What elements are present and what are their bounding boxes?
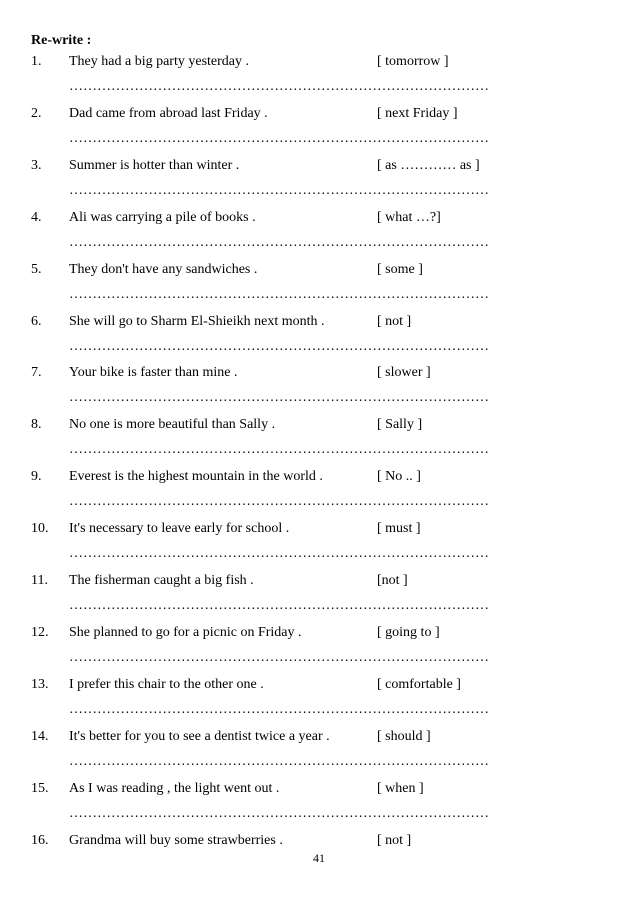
item-sentence: Summer is hotter than winter .: [69, 157, 240, 173]
page-number: 41: [313, 851, 325, 865]
item-sentence: Ali was carrying a pile of books .: [69, 209, 256, 225]
exercise-item: [0, 157, 638, 209]
item-number: 15.: [31, 780, 49, 796]
item-number: 8.: [31, 417, 42, 433]
item-sentence: As I was reading , the light went out .: [69, 780, 280, 796]
item-cue: [ Sally ]: [377, 417, 423, 433]
exercise-item: [0, 53, 638, 105]
item-number: 1.: [31, 54, 42, 69]
answer-line[interactable]: ………………………………………………………………………………: [69, 286, 489, 302]
item-number: 12.: [31, 624, 49, 640]
exercise-item: [0, 209, 638, 261]
answer-line[interactable]: ………………………………………………………………………………: [69, 79, 489, 94]
item-cue: [ No .. ]: [377, 469, 421, 485]
item-number: 6.: [31, 313, 42, 329]
item-cue: [ comfortable ]: [377, 676, 461, 692]
item-number: 5.: [31, 261, 42, 277]
item-cue: [ what …?]: [377, 209, 441, 225]
answer-line[interactable]: ………………………………………………………………………………: [69, 753, 489, 769]
answer-line[interactable]: ………………………………………………………………………………: [69, 338, 489, 354]
item-number: 9.: [31, 469, 42, 485]
item-sentence: Your bike is faster than mine .: [69, 365, 238, 381]
answer-line[interactable]: ………………………………………………………………………………: [69, 182, 489, 198]
answer-line[interactable]: ………………………………………………………………………………: [69, 701, 489, 717]
item-number: 3.: [31, 157, 42, 173]
answer-line[interactable]: ………………………………………………………………………………: [69, 598, 489, 613]
item-cue: [ not ]: [377, 313, 412, 329]
item-sentence: Dad came from abroad last Friday .: [69, 105, 268, 121]
answer-line[interactable]: ………………………………………………………………………………: [69, 805, 489, 821]
answer-line[interactable]: ………………………………………………………………………………: [69, 649, 489, 665]
item-sentence: They had a big party yesterday .: [69, 54, 249, 69]
item-sentence: Everest is the highest mountain in the world .: [69, 469, 323, 485]
item-cue: [ slower ]: [377, 365, 431, 381]
exercise-item: [0, 313, 638, 365]
item-cue: [ as ………… as ]: [377, 157, 480, 173]
item-sentence: It's necessary to leave early for school .: [69, 521, 290, 537]
item-cue: [ when ]: [377, 780, 424, 796]
item-number: 10.: [31, 521, 49, 537]
exercise-item: [0, 624, 638, 676]
item-sentence: She will go to Sharm El-Shieikh next month .: [69, 313, 325, 329]
item-number: 16.: [31, 832, 49, 848]
exercise-item: [0, 780, 638, 832]
answer-line[interactable]: ………………………………………………………………………………: [69, 546, 489, 562]
exercise-item: [0, 261, 638, 313]
answer-line[interactable]: ………………………………………………………………………………: [69, 442, 489, 458]
item-cue: [ going to ]: [377, 624, 440, 640]
answer-line[interactable]: ………………………………………………………………………………: [69, 130, 489, 146]
item-sentence: The fisherman caught a big fish .: [69, 573, 254, 588]
item-cue: [ not ]: [377, 832, 412, 848]
exercise-item: [0, 364, 638, 416]
item-sentence: She planned to go for a picnic on Friday .: [69, 624, 302, 640]
exercise-item: [0, 676, 638, 728]
item-number: 4.: [31, 209, 42, 225]
exercise-item: [0, 728, 638, 780]
item-sentence: No one is more beautiful than Sally .: [69, 417, 276, 433]
item-cue: [ should ]: [377, 728, 431, 744]
exercise-item: [0, 468, 638, 520]
exercise-item: [0, 520, 638, 572]
item-sentence: They don't have any sandwiches .: [69, 261, 258, 277]
item-sentence: It's better for you to see a dentist twice a year .: [69, 728, 330, 744]
exercise-item: [0, 416, 638, 468]
item-number: 14.: [31, 728, 49, 744]
item-cue: [ some ]: [377, 261, 423, 277]
item-number: 11.: [31, 573, 48, 588]
item-sentence: I prefer this chair to the other one .: [69, 676, 264, 692]
item-cue: [ next Friday ]: [377, 105, 458, 121]
exercise-item: [0, 572, 638, 624]
item-number: 2.: [31, 105, 42, 121]
item-cue: [not ]: [377, 573, 408, 588]
exercise-item: [0, 105, 638, 157]
exercise-heading: Re-write :: [31, 33, 92, 48]
item-cue: [ tomorrow ]: [377, 54, 449, 69]
item-sentence: Grandma will buy some strawberries .: [69, 832, 283, 848]
answer-line[interactable]: ………………………………………………………………………………: [69, 494, 489, 510]
item-cue: [ must ]: [377, 521, 421, 537]
answer-line[interactable]: ………………………………………………………………………………: [69, 234, 489, 250]
answer-line[interactable]: ………………………………………………………………………………: [69, 390, 489, 406]
item-number: 13.: [31, 676, 49, 692]
item-number: 7.: [31, 365, 42, 381]
